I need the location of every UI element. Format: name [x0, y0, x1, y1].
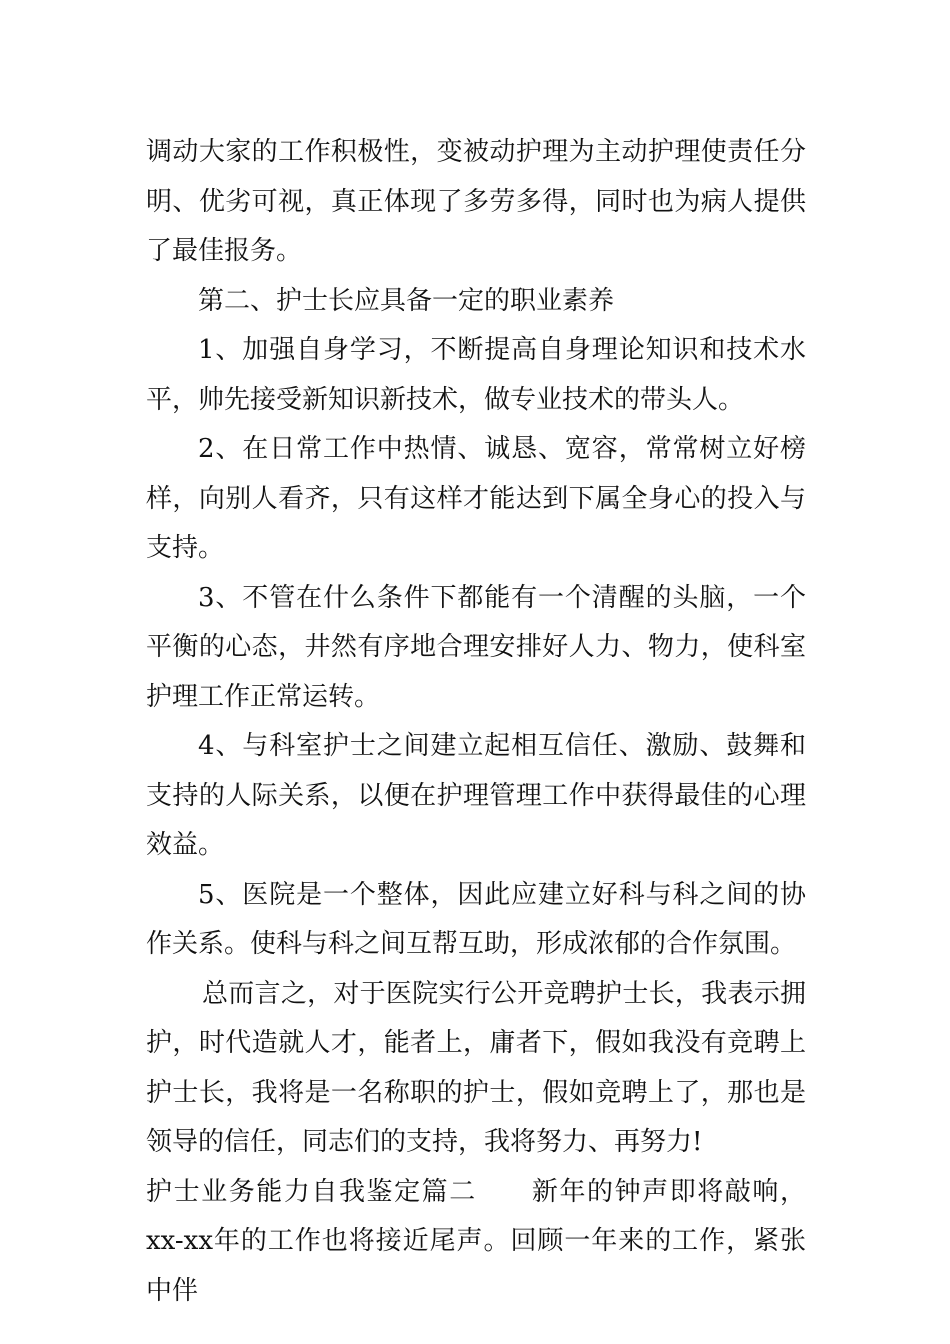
paragraph-conclusion: 总而言之，对于医院实行公开竞聘护士长，我表示拥护，时代造就人才，能者上，庸者下，假如我没有竞聘上护士长，我将是一名称职的护士，假如竞聘上了，那也是领导的信任，同志们的支持，我将努力、再努力! — [146, 978, 806, 1157]
list-item-2: 2、在日常工作中热情、诚恳、宽容，常常树立好榜样，向别人看齐，只有这样才能达到下属全身心的投入与支持。 — [146, 434, 806, 563]
list-item-1: 1、加强自身学习，不断提高自身理论知识和技术水平，帅先接受新知识新技术，做专业技术的带头人。 — [146, 335, 806, 415]
document-body — [146, 128, 806, 1316]
paragraph-next-article-start: 护士业务能力自我鉴定篇二 新年的钟声即将敲响，xx-xx年的工作也将接近尾声。回顾一年来的工作，紧张中伴 — [146, 1176, 806, 1306]
paragraph-intro-continuation: 调动大家的工作积极性，变被动护理为主动护理使责任分明、优劣可视，真正体现了多劳多得，同时也为病人提供了最佳报务。 — [146, 137, 806, 266]
list-item-4: 4、与科室护士之间建立起相互信任、激励、鼓舞和支持的人际关系，以便在护理管理工作中获得最佳的心理效益。 — [146, 731, 806, 860]
list-item-5: 5、医院是一个整体，因此应建立好科与科之间的协作关系。使科与科之间互帮互助，形成浓郁的合作氛围。 — [146, 879, 806, 959]
section-heading-professional-qualities: 第二、护士长应具备一定的职业素养 — [198, 285, 615, 316]
list-item-3: 3、不管在什么条件下都能有一个清醒的头脑，一个平衡的心态，井然有序地合理安排好人力、物力，使科室护理工作正常运转。 — [146, 582, 806, 712]
